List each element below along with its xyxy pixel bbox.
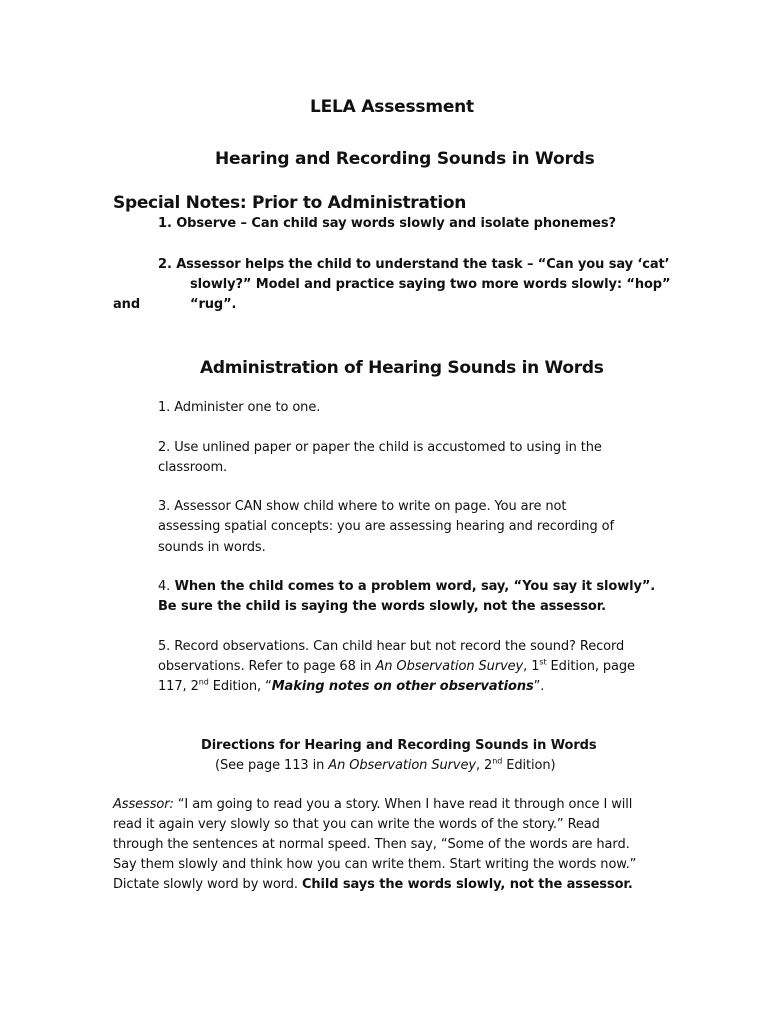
document-title: LELA Assessment	[310, 97, 474, 117]
directions-heading: Directions for Hearing and Recording Sounds in Words	[201, 738, 597, 753]
item-5-line-3-text-a: 117, 2	[158, 679, 199, 694]
administration-item-2-line-2: classroom.	[158, 460, 228, 475]
directions-sub-text-a: (See page 113 in	[215, 758, 329, 773]
item-5-line-2-superscript: st	[539, 657, 547, 667]
directions-line-2: read it again very slowly so that you can write the words of the story.” Read	[113, 817, 600, 832]
item-5-line-2-text-b: , 1	[523, 659, 540, 674]
item-5-line-3-superscript: nd	[198, 677, 209, 687]
directions-line-1	[113, 797, 632, 812]
item-5-line-2-text-a: observations. Refer to page 68 in	[158, 659, 376, 674]
item-5-making-notes: Making notes on other observations	[271, 679, 534, 694]
administration-item-4-line-2: Be sure the child is saying the words slowly, not the assessor.	[158, 599, 607, 614]
administration-item-2-line-1: 2. Use unlined paper or paper the child is accustomed to using in the	[158, 440, 602, 455]
special-notes-item-2-line-2: slowly?” Model and practice saying two more words slowly: “hop”	[190, 277, 671, 292]
special-notes-item-1: 1. Observe – Can child say words slowly and isolate phonemes?	[158, 216, 616, 231]
directions-line-5	[113, 877, 633, 892]
directions-line-3: through the sentences at normal speed. Then say, “Some of the words are hard.	[113, 837, 630, 852]
directions-sub-text-b: , 2	[475, 758, 493, 773]
special-notes-item-2-line-3: “rug”.	[190, 297, 237, 312]
administration-item-4-text: When the child comes to a problem word, say, “You say it slowly”.	[174, 579, 656, 594]
administration-item-3-line-1: 3. Assessor CAN show child where to write on page. You are not	[158, 499, 567, 514]
item-5-line-3-text-c: ”.	[533, 679, 545, 694]
administration-item-3-line-3: sounds in words.	[158, 540, 266, 555]
item-5-line-2-text-c: Edition, page	[546, 659, 635, 674]
directions-book-title: An Observation Survey	[328, 758, 476, 773]
administration-item-1: 1. Administer one to one.	[158, 400, 321, 415]
directions-line-1-text: “I am going to read you a story. When I have read it through once I will	[173, 797, 633, 812]
directions-line-4: Say them slowly and think how you can write them. Start writing the words now.”	[113, 857, 637, 872]
directions-superscript: nd	[492, 756, 503, 766]
directions-line-5-bold: Child says the words slowly, not the assessor.	[301, 877, 633, 892]
special-notes-item-2-and: and	[113, 297, 141, 312]
item-5-book-title: An Observation Survey	[375, 659, 524, 674]
administration-item-5-line-3	[158, 679, 544, 694]
administration-item-4-number: 4.	[158, 579, 171, 594]
assessor-label: Assessor:	[113, 797, 174, 812]
special-notes-heading: Special Notes: Prior to Administration	[113, 193, 467, 213]
directions-subheading	[215, 758, 555, 773]
administration-item-3-line-2: assessing spatial concepts: you are assessing hearing and recording of	[158, 519, 614, 534]
administration-item-5-line-2	[158, 659, 635, 674]
item-5-line-3-text-b: Edition, “	[208, 679, 272, 694]
administration-item-5-line-1: 5. Record observations. Can child hear but not record the sound? Record	[158, 639, 625, 654]
document-subtitle: Hearing and Recording Sounds in Words	[215, 149, 595, 169]
special-notes-item-2-line-1: 2. Assessor helps the child to understand the task – “Can you say ‘cat’	[158, 257, 670, 272]
administration-item-4-line-1	[158, 579, 655, 594]
directions-line-5-text-a: Dictate slowly word by word.	[113, 877, 302, 892]
directions-sub-text-c: Edition)	[502, 758, 556, 773]
administration-heading: Administration of Hearing Sounds in Words	[200, 358, 604, 378]
